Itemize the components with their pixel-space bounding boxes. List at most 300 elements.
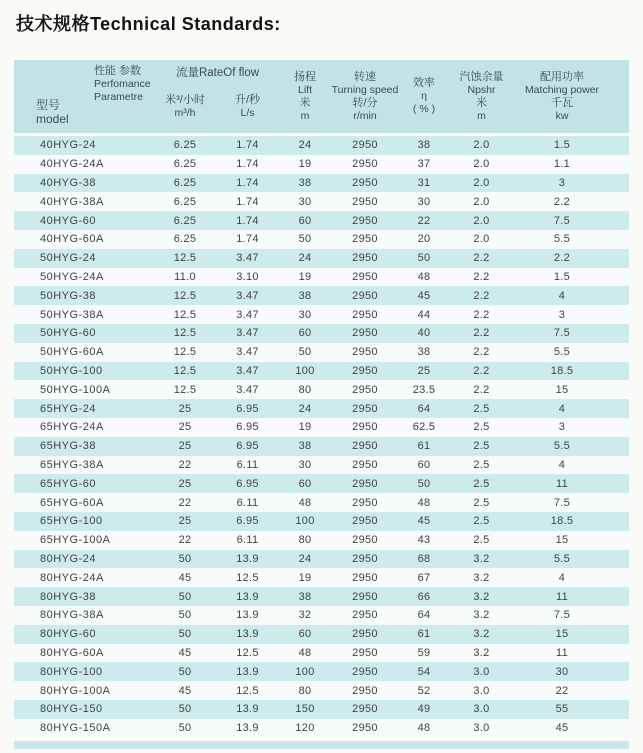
cell-m3h: 6.25 xyxy=(173,176,197,189)
table-row xyxy=(14,211,629,230)
cell-power: 7.5 xyxy=(553,609,571,622)
cell-m3h: 45 xyxy=(178,646,192,659)
cell-npshr: 2.0 xyxy=(473,214,490,227)
cell-speed: 2950 xyxy=(352,684,378,697)
cell-speed: 2950 xyxy=(352,571,378,584)
cell-speed: 2950 xyxy=(352,233,378,246)
cell-eff: 44 xyxy=(417,308,431,321)
cell-model: 50HYG-24A xyxy=(40,270,104,283)
cell-npshr: 3.2 xyxy=(473,628,490,641)
cell-model: 65HYG-38A xyxy=(40,458,104,471)
header-npshr xyxy=(448,60,515,133)
cell-speed: 2950 xyxy=(352,383,378,396)
cell-model: 40HYG-38 xyxy=(40,176,96,189)
cell-lift: 24 xyxy=(298,552,312,565)
header-model-column xyxy=(14,60,155,133)
cell-model: 80HYG-60 xyxy=(40,628,96,641)
table-row xyxy=(14,474,629,493)
cell-m3h: 50 xyxy=(178,703,192,716)
cell-eff: 60 xyxy=(417,458,431,471)
table-row xyxy=(14,606,629,625)
cell-lift: 32 xyxy=(298,609,312,622)
cell-npshr: 2.2 xyxy=(473,327,490,340)
header-lift-cn: 扬程 xyxy=(294,70,316,83)
cell-lift: 30 xyxy=(298,308,312,321)
cell-lift: 150 xyxy=(295,703,315,716)
cell-npshr: 2.2 xyxy=(473,383,490,396)
cell-npshr: 3.2 xyxy=(473,590,490,603)
cell-ls: 13.9 xyxy=(236,552,259,565)
cell-m3h: 6.25 xyxy=(173,214,197,227)
header-flow-label: 流量RateOf flow xyxy=(175,67,260,79)
cell-power: 4 xyxy=(558,571,566,584)
cell-m3h: 25 xyxy=(178,402,192,415)
cell-npshr: 2.2 xyxy=(473,308,490,321)
header-performance-en1: Perfomance xyxy=(94,78,151,90)
table-row xyxy=(14,305,629,324)
cell-ls: 6.95 xyxy=(236,421,259,434)
cell-eff: 66 xyxy=(417,590,431,603)
header-matching-power xyxy=(515,60,629,133)
cell-m3h: 50 xyxy=(178,665,192,678)
cell-ls: 1.74 xyxy=(236,233,259,246)
header-speed-en: Turning speed xyxy=(331,83,399,96)
cell-lift: 80 xyxy=(298,684,312,697)
cell-npshr: 3.2 xyxy=(473,552,490,565)
header-flow-ls-en: L/s xyxy=(240,107,255,119)
table-row xyxy=(14,531,629,550)
cell-eff: 62.5 xyxy=(412,421,436,434)
table-header-row xyxy=(14,60,629,133)
cell-lift: 19 xyxy=(298,571,312,584)
cell-npshr: 2.2 xyxy=(473,252,490,265)
cell-lift: 38 xyxy=(298,176,312,189)
cell-m3h: 25 xyxy=(178,477,192,490)
cell-npshr: 3.2 xyxy=(473,646,490,659)
cell-m3h: 50 xyxy=(178,552,192,565)
table-row xyxy=(14,437,629,456)
table-row xyxy=(14,662,629,681)
cell-m3h: 12.5 xyxy=(173,327,197,340)
header-lift-unit-en: m xyxy=(300,109,310,122)
cell-model: 50HYG-38 xyxy=(40,289,96,302)
cell-speed: 2950 xyxy=(352,139,378,152)
cell-lift: 100 xyxy=(295,364,315,377)
cell-power: 7.5 xyxy=(553,327,571,340)
cell-lift: 30 xyxy=(298,195,312,208)
cell-ls: 3.47 xyxy=(236,346,259,359)
cell-m3h: 11.0 xyxy=(174,270,196,283)
cell-lift: 19 xyxy=(298,421,312,434)
header-rate-of-flow xyxy=(155,60,280,133)
cell-eff: 38 xyxy=(417,346,431,359)
cell-eff: 25 xyxy=(417,364,431,377)
cell-model: 80HYG-150 xyxy=(40,703,103,716)
cell-speed: 2950 xyxy=(352,665,378,678)
cell-model: 80HYG-38 xyxy=(40,590,96,603)
cell-lift: 38 xyxy=(298,289,312,302)
technical-standards-table xyxy=(14,60,629,749)
cell-model: 65HYG-100 xyxy=(40,515,103,528)
cell-eff: 31 xyxy=(417,176,431,189)
header-speed-unit-en: r/min xyxy=(353,109,377,122)
cell-speed: 2950 xyxy=(352,628,378,641)
cell-npshr: 2.2 xyxy=(473,346,490,359)
cell-eff: 61 xyxy=(417,628,431,641)
header-power-unit-cn: 千瓦 xyxy=(551,96,573,109)
cell-m3h: 50 xyxy=(178,609,192,622)
cell-eff: 67 xyxy=(417,571,431,584)
cell-speed: 2950 xyxy=(352,252,378,265)
header-eff-cn: 效率 xyxy=(413,77,435,89)
cell-npshr: 2.0 xyxy=(473,195,490,208)
cell-npshr: 2.5 xyxy=(473,515,490,528)
cell-eff: 43 xyxy=(417,534,431,547)
cell-speed: 2950 xyxy=(352,552,378,565)
cell-ls: 3.47 xyxy=(236,289,259,302)
cell-power: 4 xyxy=(558,458,566,471)
cell-npshr: 2.5 xyxy=(473,440,490,453)
cell-m3h: 12.5 xyxy=(173,289,197,302)
cell-lift: 60 xyxy=(298,628,312,641)
cell-npshr: 2.5 xyxy=(473,421,490,434)
cell-model: 50HYG-100A xyxy=(40,383,111,396)
cell-lift: 30 xyxy=(298,458,312,471)
cell-npshr: 2.5 xyxy=(473,402,490,415)
cell-speed: 2950 xyxy=(352,515,378,528)
header-flow-subcolumns xyxy=(155,94,280,120)
cell-model: 65HYG-60 xyxy=(40,477,96,490)
table-footer-bar xyxy=(14,741,629,749)
cell-ls: 13.9 xyxy=(236,665,259,678)
cell-eff: 30 xyxy=(417,195,431,208)
cell-eff: 48 xyxy=(417,722,431,735)
cell-ls: 12.5 xyxy=(236,571,259,584)
cell-eff: 40 xyxy=(417,327,431,340)
cell-m3h: 25 xyxy=(178,421,192,434)
cell-model: 40HYG-60 xyxy=(40,214,96,227)
cell-eff: 23.5 xyxy=(412,383,436,396)
header-lift-unit-cn: 米 xyxy=(299,96,311,109)
cell-eff: 68 xyxy=(417,552,431,565)
cell-speed: 2950 xyxy=(352,722,378,735)
table-row xyxy=(14,512,629,531)
cell-speed: 2950 xyxy=(352,496,378,509)
cell-model: 80HYG-150A xyxy=(40,722,111,735)
header-efficiency xyxy=(400,60,448,133)
cell-lift: 60 xyxy=(298,327,312,340)
cell-lift: 48 xyxy=(298,496,312,509)
cell-power: 5.5 xyxy=(553,346,571,359)
cell-m3h: 25 xyxy=(178,440,192,453)
cell-ls: 6.95 xyxy=(236,477,259,490)
cell-speed: 2950 xyxy=(352,214,378,227)
cell-eff: 45 xyxy=(417,289,431,302)
cell-m3h: 6.25 xyxy=(173,158,197,171)
cell-lift: 48 xyxy=(298,646,312,659)
cell-power: 11 xyxy=(555,646,569,659)
cell-power: 5.5 xyxy=(553,552,571,565)
header-flow-m3h-en: m³/h xyxy=(174,107,196,119)
cell-speed: 2950 xyxy=(352,646,378,659)
cell-eff: 64 xyxy=(417,609,431,622)
header-turning-speed xyxy=(330,60,400,133)
table-row xyxy=(14,719,629,738)
cell-power: 3 xyxy=(558,308,566,321)
cell-eff: 54 xyxy=(417,665,431,678)
cell-model: 65HYG-60A xyxy=(40,496,104,509)
cell-npshr: 2.2 xyxy=(473,289,490,302)
header-npshr-unit-en: m xyxy=(477,109,486,122)
cell-ls: 1.74 xyxy=(236,139,259,152)
cell-m3h: 12.5 xyxy=(173,308,197,321)
cell-ls: 1.74 xyxy=(236,195,259,208)
cell-power: 15 xyxy=(555,628,569,641)
cell-ls: 3.10 xyxy=(236,270,259,283)
header-performance-en2: Parametre xyxy=(94,91,144,103)
cell-eff: 50 xyxy=(417,477,431,490)
cell-m3h: 22 xyxy=(178,458,192,471)
cell-lift: 38 xyxy=(298,590,312,603)
cell-eff: 61 xyxy=(417,440,431,453)
table-row xyxy=(14,268,629,287)
cell-speed: 2950 xyxy=(352,346,378,359)
cell-ls: 6.11 xyxy=(236,496,259,509)
header-power-cn: 配用功率 xyxy=(540,70,584,83)
cell-ls: 13.9 xyxy=(236,722,259,735)
cell-ls: 6.95 xyxy=(236,440,259,453)
table-row xyxy=(14,286,629,305)
cell-model: 80HYG-60A xyxy=(40,646,104,659)
header-lift xyxy=(280,60,330,133)
cell-npshr: 2.0 xyxy=(473,158,490,171)
cell-ls: 6.95 xyxy=(236,402,259,415)
cell-npshr: 2.5 xyxy=(473,534,490,547)
cell-lift: 50 xyxy=(298,233,312,246)
cell-speed: 2950 xyxy=(352,458,378,471)
cell-power: 3 xyxy=(558,421,566,434)
cell-ls: 6.11 xyxy=(236,458,259,471)
cell-power: 15 xyxy=(555,383,569,396)
cell-m3h: 50 xyxy=(178,628,192,641)
table-body xyxy=(14,136,629,738)
table-row xyxy=(14,362,629,381)
table-row xyxy=(14,380,629,399)
cell-m3h: 12.5 xyxy=(173,252,197,265)
cell-ls: 3.47 xyxy=(236,364,259,377)
cell-model: 50HYG-38A xyxy=(40,308,104,321)
cell-model: 40HYG-24 xyxy=(40,139,96,152)
cell-speed: 2950 xyxy=(352,590,378,603)
cell-eff: 22 xyxy=(417,214,431,227)
cell-model: 50HYG-60A xyxy=(40,346,104,359)
cell-ls: 1.74 xyxy=(236,158,259,171)
cell-lift: 100 xyxy=(295,665,315,678)
cell-eff: 38 xyxy=(417,139,431,152)
cell-power: 22 xyxy=(555,684,569,697)
cell-power: 15 xyxy=(555,534,569,547)
cell-eff: 48 xyxy=(417,270,431,283)
cell-lift: 100 xyxy=(295,515,315,528)
cell-m3h: 6.25 xyxy=(173,139,197,152)
cell-lift: 38 xyxy=(298,440,312,453)
cell-model: 50HYG-100 xyxy=(40,364,103,377)
table-row xyxy=(14,399,629,418)
header-speed-cn: 转速 xyxy=(354,70,376,83)
cell-power: 4 xyxy=(558,402,566,415)
cell-power: 4 xyxy=(558,289,566,302)
cell-m3h: 45 xyxy=(178,684,192,697)
cell-m3h: 6.25 xyxy=(173,233,197,246)
cell-power: 3 xyxy=(558,176,566,189)
cell-npshr: 3.2 xyxy=(473,609,490,622)
cell-speed: 2950 xyxy=(352,364,378,377)
table-row xyxy=(14,681,629,700)
cell-npshr: 3.0 xyxy=(473,722,490,735)
header-model-en: model xyxy=(36,112,69,126)
header-eff-symbol: η xyxy=(421,90,427,102)
cell-speed: 2950 xyxy=(352,609,378,622)
cell-speed: 2950 xyxy=(352,440,378,453)
cell-speed: 2950 xyxy=(352,289,378,302)
cell-speed: 2950 xyxy=(352,421,378,434)
cell-speed: 2950 xyxy=(352,270,378,283)
cell-speed: 2950 xyxy=(352,327,378,340)
cell-eff: 50 xyxy=(417,252,431,265)
table-row xyxy=(14,249,629,268)
cell-npshr: 2.0 xyxy=(473,233,490,246)
cell-power: 5.5 xyxy=(553,440,571,453)
cell-speed: 2950 xyxy=(352,402,378,415)
cell-npshr: 3.0 xyxy=(473,703,490,716)
header-flow-ls xyxy=(215,94,280,120)
cell-power: 18.5 xyxy=(550,364,574,377)
cell-model: 50HYG-60 xyxy=(40,327,96,340)
cell-lift: 24 xyxy=(298,252,312,265)
cell-eff: 37 xyxy=(417,158,431,171)
table-row xyxy=(14,456,629,475)
cell-model: 80HYG-100A xyxy=(40,684,111,697)
header-speed-unit-cn: 转/分 xyxy=(352,96,378,109)
header-power-unit-en: kw xyxy=(555,109,569,122)
cell-power: 11 xyxy=(555,477,569,490)
table-row xyxy=(14,568,629,587)
cell-ls: 3.47 xyxy=(236,383,259,396)
cell-npshr: 2.5 xyxy=(473,477,490,490)
cell-npshr: 3.0 xyxy=(473,684,490,697)
cell-ls: 6.95 xyxy=(236,515,259,528)
cell-lift: 19 xyxy=(298,158,312,171)
cell-power: 45 xyxy=(555,722,569,735)
cell-m3h: 25 xyxy=(178,515,192,528)
cell-npshr: 2.2 xyxy=(473,270,490,283)
header-lift-en: Lift xyxy=(297,83,312,96)
cell-npshr: 2.2 xyxy=(473,364,490,377)
header-eff-unit: ( % ) xyxy=(412,103,436,115)
cell-power: 5.5 xyxy=(553,233,571,246)
table-row xyxy=(14,230,629,249)
cell-ls: 6.11 xyxy=(236,534,259,547)
cell-model: 50HYG-24 xyxy=(40,252,96,265)
header-flow-m3h-cn: 米³/小时 xyxy=(165,94,205,106)
cell-ls: 12.5 xyxy=(236,646,259,659)
cell-model: 80HYG-38A xyxy=(40,609,104,622)
cell-m3h: 12.5 xyxy=(173,346,197,359)
cell-model: 65HYG-24A xyxy=(40,421,104,434)
cell-ls: 3.47 xyxy=(236,252,259,265)
cell-power: 1.5 xyxy=(553,270,571,283)
cell-eff: 59 xyxy=(417,646,431,659)
cell-speed: 2950 xyxy=(352,534,378,547)
cell-npshr: 3.0 xyxy=(473,665,490,678)
cell-speed: 2950 xyxy=(352,703,378,716)
cell-eff: 52 xyxy=(417,684,431,697)
cell-ls: 3.47 xyxy=(236,308,259,321)
table-row xyxy=(14,324,629,343)
cell-model: 80HYG-24 xyxy=(40,552,96,565)
header-npshr-cn: 汽蚀余量 xyxy=(459,70,504,83)
cell-m3h: 50 xyxy=(178,590,192,603)
cell-npshr: 3.2 xyxy=(473,571,490,584)
cell-m3h: 50 xyxy=(178,722,192,735)
cell-npshr: 2.5 xyxy=(473,496,490,509)
cell-power: 7.5 xyxy=(553,214,571,227)
cell-lift: 60 xyxy=(298,477,312,490)
header-power-en: Matching power xyxy=(524,83,600,96)
cell-ls: 3.47 xyxy=(236,327,259,340)
header-performance-cn: 性能 参数 xyxy=(94,65,142,77)
cell-eff: 45 xyxy=(417,515,431,528)
header-flow-m3h xyxy=(155,94,215,120)
cell-power: 11 xyxy=(555,590,569,603)
table-row xyxy=(14,136,629,155)
cell-eff: 20 xyxy=(417,233,431,246)
cell-m3h: 6.25 xyxy=(173,195,197,208)
table-row xyxy=(14,644,629,663)
cell-ls: 13.9 xyxy=(236,628,259,641)
cell-m3h: 45 xyxy=(178,571,192,584)
cell-power: 2.2 xyxy=(553,195,571,208)
cell-m3h: 22 xyxy=(178,534,192,547)
table-row xyxy=(14,343,629,362)
cell-ls: 1.74 xyxy=(236,176,259,189)
cell-model: 65HYG-38 xyxy=(40,440,96,453)
cell-eff: 49 xyxy=(417,703,431,716)
page-title: 技术规格Technical Standards: xyxy=(16,14,281,34)
header-model-label xyxy=(36,98,69,126)
cell-power: 18.5 xyxy=(550,515,574,528)
cell-lift: 19 xyxy=(298,270,312,283)
cell-ls: 12.5 xyxy=(236,684,259,697)
cell-model: 80HYG-100 xyxy=(40,665,103,678)
header-npshr-unit-cn: 米 xyxy=(476,96,487,109)
cell-lift: 80 xyxy=(298,383,312,396)
cell-npshr: 2.5 xyxy=(473,458,490,471)
cell-model: 40HYG-38A xyxy=(40,195,104,208)
cell-power: 7.5 xyxy=(553,496,571,509)
cell-model: 65HYG-100A xyxy=(40,534,111,547)
table-row xyxy=(14,587,629,606)
cell-power: 2.2 xyxy=(553,252,571,265)
cell-npshr: 2.0 xyxy=(473,176,490,189)
cell-model: 80HYG-24A xyxy=(40,571,104,584)
cell-speed: 2950 xyxy=(352,195,378,208)
table-row xyxy=(14,493,629,512)
cell-ls: 1.74 xyxy=(236,214,259,227)
cell-speed: 2950 xyxy=(352,158,378,171)
cell-model: 40HYG-24A xyxy=(40,158,104,171)
header-performance-parametre xyxy=(94,65,151,104)
